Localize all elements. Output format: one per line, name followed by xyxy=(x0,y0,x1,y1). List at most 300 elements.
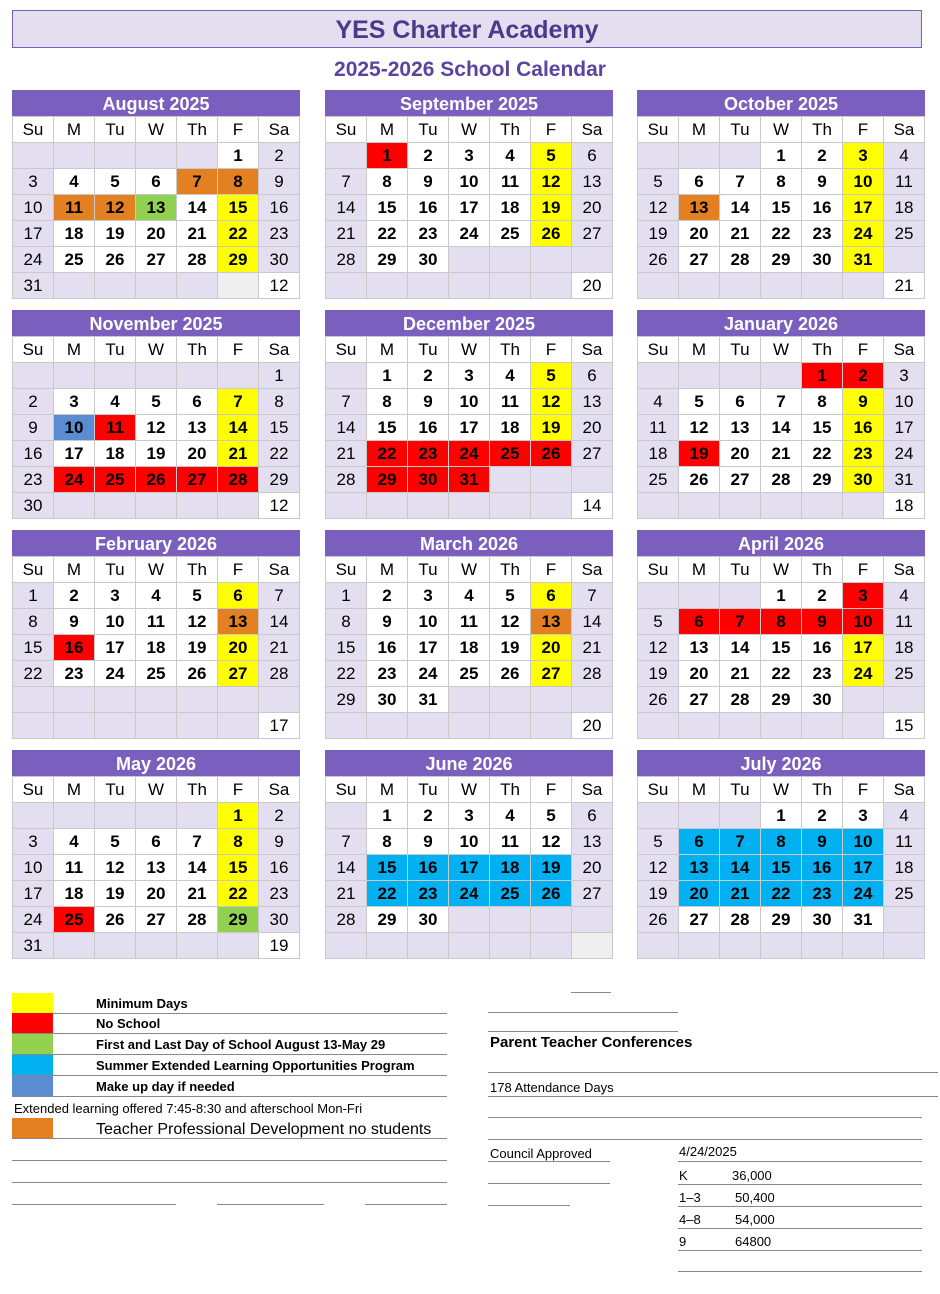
calendar-day: 21 xyxy=(177,221,218,247)
empty-cell xyxy=(449,907,490,933)
calendar-day: 13 xyxy=(136,195,177,221)
month-title: February 2026 xyxy=(12,530,300,556)
calendar-day: 18 xyxy=(95,441,136,467)
calendar-day: 17 xyxy=(843,635,884,661)
calendar-day: 6 xyxy=(720,389,761,415)
calendar-day: 7 xyxy=(720,169,761,195)
calendar-day: 4 xyxy=(884,583,925,609)
empty-cell xyxy=(54,713,95,739)
calendar-day: 5 xyxy=(531,803,572,829)
day-of-week-header: M xyxy=(367,117,408,143)
calendar-day: 17 xyxy=(449,195,490,221)
calendar-day: 27 xyxy=(720,467,761,493)
empty-cell xyxy=(720,363,761,389)
pd-swatch xyxy=(12,1118,53,1138)
calendar-day: 2 xyxy=(259,143,300,169)
calendar-day: 23 xyxy=(54,661,95,687)
day-of-week-header: M xyxy=(679,117,720,143)
summer-swatch xyxy=(12,1055,53,1075)
divider xyxy=(678,1184,922,1185)
calendar-day: 11 xyxy=(884,169,925,195)
empty-cell xyxy=(679,803,720,829)
calendar-day: 24 xyxy=(449,881,490,907)
month-grid xyxy=(637,116,925,299)
month-grid xyxy=(325,776,613,959)
divider xyxy=(678,1161,922,1162)
calendar-day: 19 xyxy=(638,881,679,907)
day-of-week-header: M xyxy=(367,557,408,583)
calendar-day: 2 xyxy=(802,583,843,609)
empty-cell xyxy=(802,713,843,739)
month-title: December 2025 xyxy=(325,310,613,336)
empty-cell xyxy=(218,687,259,713)
calendar-day: 24 xyxy=(54,467,95,493)
day-of-week-header: F xyxy=(843,337,884,363)
empty-cell xyxy=(177,687,218,713)
calendar-day: 18 xyxy=(884,855,925,881)
calendar-day: 21 xyxy=(259,635,300,661)
calendar-day: 12 xyxy=(531,389,572,415)
calendar-day: 10 xyxy=(843,829,884,855)
calendar-day: 4 xyxy=(884,143,925,169)
calendar-day: 18 xyxy=(136,635,177,661)
calendar-day: 26 xyxy=(638,247,679,273)
calendar-day: 26 xyxy=(95,247,136,273)
calendar-day: 2 xyxy=(367,583,408,609)
legend-makeup-label: Make up day if needed xyxy=(96,1079,235,1094)
month-grid xyxy=(12,776,300,959)
calendar-day: 19 xyxy=(177,635,218,661)
calendar-day: 11 xyxy=(449,609,490,635)
calendar-day: 1 xyxy=(761,803,802,829)
calendar-day: 29 xyxy=(761,247,802,273)
day-of-week-header: Th xyxy=(490,337,531,363)
calendar-day: 29 xyxy=(761,907,802,933)
empty-cell xyxy=(572,907,613,933)
calendar-day: 6 xyxy=(531,583,572,609)
calendar-day: 14 xyxy=(259,609,300,635)
calendar-day: 26 xyxy=(638,907,679,933)
calendar-day: 29 xyxy=(326,687,367,713)
empty-cell xyxy=(54,493,95,519)
calendar-day: 5 xyxy=(95,169,136,195)
monthly-school-days-count: 19 xyxy=(259,933,300,959)
divider xyxy=(488,1096,938,1097)
calendar-day: 1 xyxy=(218,143,259,169)
empty-cell xyxy=(720,803,761,829)
calendar-day: 16 xyxy=(259,195,300,221)
monthly-school-days-count: 20 xyxy=(572,713,613,739)
calendar-day: 11 xyxy=(490,169,531,195)
calendar-day: 14 xyxy=(326,415,367,441)
divider xyxy=(488,1117,922,1118)
calendar-day: 13 xyxy=(572,389,613,415)
calendar-day: 14 xyxy=(177,195,218,221)
legend-minimum xyxy=(12,993,447,1014)
grade-label: 4–8 xyxy=(679,1212,701,1227)
calendar-day: 16 xyxy=(408,855,449,881)
calendar-day: 26 xyxy=(531,441,572,467)
empty-cell xyxy=(679,493,720,519)
day-of-week-header: F xyxy=(218,117,259,143)
calendar-day: 22 xyxy=(761,661,802,687)
calendar-day: 5 xyxy=(531,143,572,169)
calendar-day: 10 xyxy=(449,389,490,415)
divider xyxy=(12,1160,447,1161)
calendar-day: 25 xyxy=(638,467,679,493)
calendar-day: 22 xyxy=(761,881,802,907)
month-calendar xyxy=(325,530,613,739)
calendar-day: 12 xyxy=(638,855,679,881)
day-of-week-header: Tu xyxy=(720,337,761,363)
calendar-day: 26 xyxy=(531,881,572,907)
calendar-day: 5 xyxy=(638,169,679,195)
calendar-day: 2 xyxy=(13,389,54,415)
calendar-day: 10 xyxy=(13,855,54,881)
empty-cell xyxy=(679,143,720,169)
empty-cell xyxy=(531,467,572,493)
calendar-day: 20 xyxy=(177,441,218,467)
calendar-day: 4 xyxy=(449,583,490,609)
calendar-day: 3 xyxy=(884,363,925,389)
calendar-day: 16 xyxy=(802,195,843,221)
day-of-week-header: M xyxy=(367,777,408,803)
month-title: August 2025 xyxy=(12,90,300,116)
month-calendar xyxy=(325,90,613,299)
calendar-day: 10 xyxy=(13,195,54,221)
calendar-day: 28 xyxy=(259,661,300,687)
calendar-day: 8 xyxy=(761,609,802,635)
calendar-day: 16 xyxy=(408,415,449,441)
calendar-day: 3 xyxy=(95,583,136,609)
calendar-day: 14 xyxy=(572,609,613,635)
empty-cell xyxy=(884,687,925,713)
calendar-day: 29 xyxy=(761,687,802,713)
calendar-day: 2 xyxy=(54,583,95,609)
calendar-day: 27 xyxy=(572,441,613,467)
calendar-day: 11 xyxy=(95,415,136,441)
calendar-day: 13 xyxy=(720,415,761,441)
calendar-day: 25 xyxy=(54,247,95,273)
calendar-day: 15 xyxy=(761,635,802,661)
calendar-day: 19 xyxy=(638,661,679,687)
calendar-day: 3 xyxy=(449,363,490,389)
calendar-day: 7 xyxy=(761,389,802,415)
calendar-day: 25 xyxy=(884,881,925,907)
calendar-day: 4 xyxy=(95,389,136,415)
day-of-week-header: Tu xyxy=(408,777,449,803)
empty-cell xyxy=(449,687,490,713)
empty-cell xyxy=(449,713,490,739)
empty-cell xyxy=(720,493,761,519)
day-of-week-header: Su xyxy=(326,117,367,143)
calendar-day: 11 xyxy=(638,415,679,441)
day-of-week-header: Tu xyxy=(95,337,136,363)
day-of-week-header: W xyxy=(761,777,802,803)
calendar-day: 11 xyxy=(884,829,925,855)
empty-cell xyxy=(95,687,136,713)
divider xyxy=(488,1072,938,1073)
month-title: July 2026 xyxy=(637,750,925,776)
calendar-day: 2 xyxy=(408,803,449,829)
calendar-day: 24 xyxy=(843,221,884,247)
empty-cell xyxy=(531,687,572,713)
calendar-day: 25 xyxy=(95,467,136,493)
day-of-week-header: Sa xyxy=(259,337,300,363)
empty-cell xyxy=(490,467,531,493)
calendar-day: 18 xyxy=(884,635,925,661)
calendar-day: 31 xyxy=(843,907,884,933)
calendar-day: 8 xyxy=(218,829,259,855)
day-of-week-header: Su xyxy=(13,117,54,143)
divider xyxy=(488,1161,610,1162)
calendar-day: 30 xyxy=(367,687,408,713)
divider xyxy=(365,1204,447,1205)
calendar-day: 28 xyxy=(720,687,761,713)
divider xyxy=(678,1271,922,1272)
day-of-week-header: Tu xyxy=(720,557,761,583)
calendar-day: 22 xyxy=(761,221,802,247)
calendar-day: 9 xyxy=(802,829,843,855)
day-of-week-header: Th xyxy=(177,117,218,143)
calendar-day: 22 xyxy=(259,441,300,467)
day-of-week-header: Th xyxy=(177,337,218,363)
school-title: YES Charter Academy xyxy=(12,10,922,48)
empty-cell xyxy=(679,273,720,299)
month-calendar xyxy=(325,750,613,959)
empty-cell xyxy=(638,363,679,389)
calendar-day: 9 xyxy=(408,829,449,855)
calendar-day: 9 xyxy=(802,609,843,635)
calendar-day: 6 xyxy=(572,363,613,389)
calendar-day: 2 xyxy=(843,363,884,389)
calendar-day: 19 xyxy=(531,855,572,881)
day-of-week-header: Sa xyxy=(884,337,925,363)
empty-cell xyxy=(490,247,531,273)
calendar-day: 17 xyxy=(843,855,884,881)
calendar-day: 18 xyxy=(54,221,95,247)
calendar-day: 24 xyxy=(843,661,884,687)
empty-cell xyxy=(326,143,367,169)
day-of-week-header: Su xyxy=(326,337,367,363)
calendar-day: 23 xyxy=(408,441,449,467)
day-of-week-header: Th xyxy=(177,777,218,803)
calendar-day: 1 xyxy=(218,803,259,829)
calendar-day: 3 xyxy=(13,829,54,855)
calendar-day: 5 xyxy=(177,583,218,609)
empty-cell xyxy=(720,933,761,959)
calendar-day: 27 xyxy=(177,467,218,493)
day-of-week-header: M xyxy=(54,337,95,363)
calendar-day: 28 xyxy=(326,247,367,273)
day-of-week-header: M xyxy=(679,337,720,363)
empty-cell xyxy=(218,273,259,299)
calendar-day: 4 xyxy=(490,803,531,829)
calendar-day: 9 xyxy=(408,389,449,415)
calendar-day: 17 xyxy=(449,415,490,441)
grade-label: 9 xyxy=(679,1234,687,1249)
calendar-day: 18 xyxy=(490,415,531,441)
empty-cell xyxy=(679,363,720,389)
calendar-day: 23 xyxy=(259,881,300,907)
empty-cell xyxy=(13,803,54,829)
calendar-day: 27 xyxy=(531,661,572,687)
monthly-school-days-count: 12 xyxy=(259,493,300,519)
empty-cell xyxy=(95,363,136,389)
calendar-day: 4 xyxy=(884,803,925,829)
grade-minutes: 54,000 xyxy=(735,1212,775,1227)
calendar-day: 28 xyxy=(326,907,367,933)
day-of-week-header: W xyxy=(136,777,177,803)
empty-cell xyxy=(531,247,572,273)
empty-cell xyxy=(136,687,177,713)
divider xyxy=(12,1204,176,1205)
divider xyxy=(678,1228,922,1229)
legend-makeup xyxy=(12,1076,447,1097)
calendar-day: 21 xyxy=(720,221,761,247)
calendar-day: 15 xyxy=(761,195,802,221)
empty-cell xyxy=(490,687,531,713)
calendar-day: 21 xyxy=(720,881,761,907)
calendar-day: 16 xyxy=(408,195,449,221)
calendar-day: 8 xyxy=(761,829,802,855)
calendar-day: 18 xyxy=(884,195,925,221)
calendar-day: 7 xyxy=(720,829,761,855)
legend-no-school xyxy=(12,1013,447,1034)
empty-cell xyxy=(218,933,259,959)
calendar-day: 5 xyxy=(531,363,572,389)
empty-cell xyxy=(259,687,300,713)
makeup-swatch xyxy=(12,1076,53,1096)
day-of-week-header: W xyxy=(761,557,802,583)
no-school-swatch xyxy=(12,1013,53,1033)
calendar-day: 15 xyxy=(218,195,259,221)
calendar-day: 28 xyxy=(177,247,218,273)
empty-cell xyxy=(490,493,531,519)
day-of-week-header: Su xyxy=(13,337,54,363)
empty-cell xyxy=(13,687,54,713)
legend-summer xyxy=(12,1055,447,1076)
calendar-day: 1 xyxy=(761,583,802,609)
empty-cell xyxy=(572,247,613,273)
empty-cell xyxy=(95,803,136,829)
monthly-school-days-count: 21 xyxy=(884,273,925,299)
calendar-day: 22 xyxy=(218,881,259,907)
calendar-day: 29 xyxy=(218,907,259,933)
calendar-day: 20 xyxy=(679,221,720,247)
day-of-week-header: W xyxy=(449,777,490,803)
empty-cell xyxy=(843,273,884,299)
empty-cell xyxy=(326,363,367,389)
month-title: March 2026 xyxy=(325,530,613,556)
calendar-day: 17 xyxy=(13,221,54,247)
day-of-week-header: Th xyxy=(490,777,531,803)
month-calendar xyxy=(12,750,300,959)
day-of-week-header: M xyxy=(367,337,408,363)
day-of-week-header: Su xyxy=(13,557,54,583)
empty-cell xyxy=(884,247,925,273)
calendar-day: 16 xyxy=(367,635,408,661)
calendar-day: 12 xyxy=(177,609,218,635)
calendar-day: 2 xyxy=(408,363,449,389)
calendar-day: 20 xyxy=(218,635,259,661)
calendar-day: 25 xyxy=(490,881,531,907)
calendar-day: 24 xyxy=(449,441,490,467)
empty-cell xyxy=(326,933,367,959)
divider xyxy=(488,1031,678,1032)
calendar-day: 21 xyxy=(761,441,802,467)
empty-cell xyxy=(720,273,761,299)
legend-first-last-label: First and Last Day of School August 13-May 29 xyxy=(96,1037,386,1052)
day-of-week-header: Tu xyxy=(408,557,449,583)
calendar-day: 7 xyxy=(720,609,761,635)
calendar-day: 20 xyxy=(572,415,613,441)
calendar-day: 16 xyxy=(13,441,54,467)
calendar-day: 6 xyxy=(572,143,613,169)
calendar-day: 5 xyxy=(95,829,136,855)
calendar-subtitle: 2025-2026 School Calendar xyxy=(334,58,606,81)
calendar-day: 17 xyxy=(884,415,925,441)
month-calendar xyxy=(12,530,300,739)
calendar-day: 13 xyxy=(679,635,720,661)
empty-cell xyxy=(326,713,367,739)
month-title: November 2025 xyxy=(12,310,300,336)
calendar-day: 30 xyxy=(408,467,449,493)
calendar-day: 4 xyxy=(54,829,95,855)
calendar-day: 8 xyxy=(761,169,802,195)
calendar-day: 30 xyxy=(259,247,300,273)
grade-label: K xyxy=(679,1168,688,1183)
calendar-day: 10 xyxy=(884,389,925,415)
calendar-day: 11 xyxy=(54,195,95,221)
calendar-day: 8 xyxy=(259,389,300,415)
calendar-day: 18 xyxy=(54,881,95,907)
day-of-week-header: Su xyxy=(638,337,679,363)
day-of-week-header: Th xyxy=(490,557,531,583)
empty-cell xyxy=(408,713,449,739)
calendar-day: 25 xyxy=(884,661,925,687)
empty-cell xyxy=(720,583,761,609)
day-of-week-header: Sa xyxy=(259,117,300,143)
empty-cell xyxy=(54,273,95,299)
divider xyxy=(678,1206,922,1207)
grade-minutes: 50,400 xyxy=(735,1190,775,1205)
calendar-day: 7 xyxy=(326,389,367,415)
calendar-day: 17 xyxy=(95,635,136,661)
calendar-day: 13 xyxy=(572,829,613,855)
calendar-day: 24 xyxy=(449,221,490,247)
empty-cell xyxy=(95,713,136,739)
day-of-week-header: M xyxy=(679,777,720,803)
calendar-day: 3 xyxy=(13,169,54,195)
empty-cell xyxy=(136,363,177,389)
calendar-day: 19 xyxy=(136,441,177,467)
legend-summer-label: Summer Extended Learning Opportunities Program xyxy=(96,1058,415,1073)
day-of-week-header: Th xyxy=(490,117,531,143)
day-of-week-header: W xyxy=(136,337,177,363)
attendance-days: 178 Attendance Days xyxy=(490,1080,614,1095)
calendar-day: 28 xyxy=(720,247,761,273)
calendar-day: 17 xyxy=(843,195,884,221)
calendar-day: 23 xyxy=(802,221,843,247)
calendar-day: 26 xyxy=(177,661,218,687)
calendar-day: 12 xyxy=(95,195,136,221)
empty-cell xyxy=(843,713,884,739)
calendar-day: 11 xyxy=(490,389,531,415)
empty-cell xyxy=(638,933,679,959)
empty-cell xyxy=(177,143,218,169)
empty-cell xyxy=(572,687,613,713)
